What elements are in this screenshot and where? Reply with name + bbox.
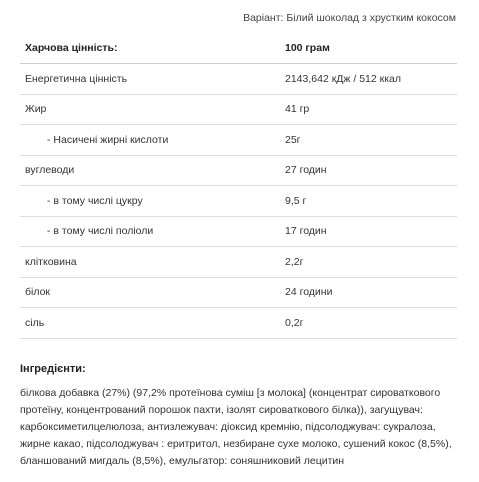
nutrition-row-value: 2,2г [285,255,304,268]
nutrition-row-protein [20,277,457,308]
ingredients-text: білкова добавка (27%) (97,2% протеїнова суміш [з молока] (концентрат сироваткового протеїну, концентрований порошок пахти, ізолят сироваткового білка)), загущувач: карбоксиметилцелюлоза, антизлежувач: діоксид кремнію, підсолоджувач: сукралоза, жирне какао, підсолоджувач : еритритол, незбиране сухе молоко, сушений кокос (8,5%), бланшований мигдаль (8,5%), емульгатор: соняшниковий лецитин [20,387,452,467]
nutrition-row-name: білок [25,286,51,299]
nutrition-row-name: сіль [25,316,45,329]
nutrition-row-sugar [20,186,457,217]
nutrition-row-value: 41 гр [285,103,310,116]
nutrition-row-name: - в тому числі поліоли [47,225,154,238]
nutrition-row-name: Енергетична цінність [25,72,128,85]
nutrition-row-energy [20,64,457,95]
nutrition-row-name: - в тому числі цукру [47,194,143,207]
nutrition-row-fiber [20,247,457,278]
nutrition-row-value: 27 годин [285,164,327,177]
nutrition-row-name: вуглеводи [25,164,75,177]
nutrition-row-polyols [20,216,457,247]
nutrition-header-value: 100 грам [285,42,330,54]
nutrition-row-salt [20,308,457,339]
nutrition-row-name: - Насичені жирні кислоти [47,133,169,146]
nutrition-row-value: 2143,642 кДж / 512 ккал [285,72,402,85]
ingredients-title: Інгредієнти: [20,363,86,375]
nutrition-table [20,33,457,339]
nutrition-row-value: 0,2г [285,316,304,329]
nutrition-row-value: 24 години [285,286,333,299]
nutrition-row-fat [20,94,457,125]
nutrition-header-row [20,33,457,64]
nutrition-row-value: 17 годин [285,225,327,238]
nutrition-row-name: клітковина [25,255,77,268]
nutrition-row-carbohydrates [20,155,457,186]
variant-label: Варіант: Білий шоколад з хрустким кокосом [243,12,456,24]
nutrition-row-saturated-fat [20,125,457,156]
nutrition-row-value: 25г [285,133,301,146]
nutrition-row-value: 9,5 г [285,194,307,207]
nutrition-row-name: Жир [25,103,47,116]
nutrition-header-name: Харчова цінність: [25,42,118,54]
